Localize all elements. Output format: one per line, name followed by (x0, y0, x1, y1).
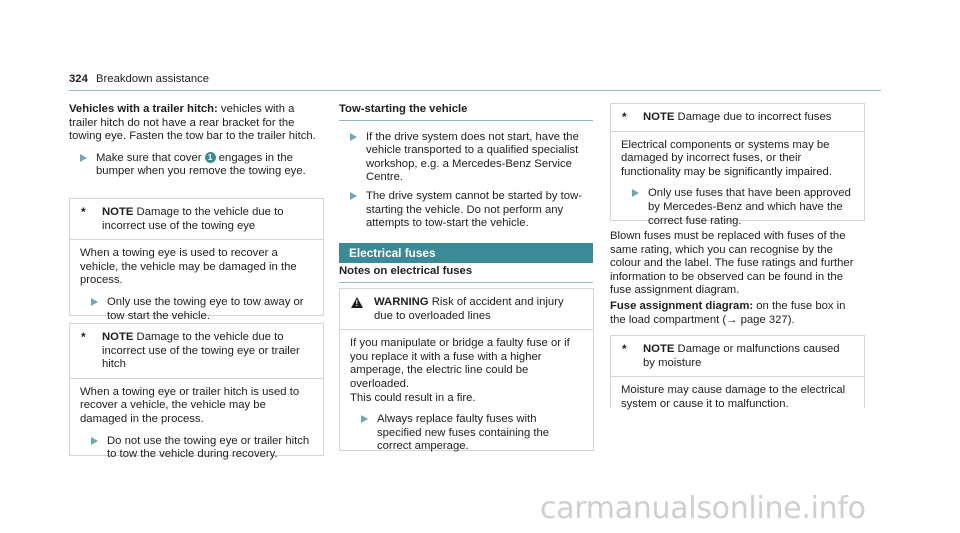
step-arrow-icon (350, 133, 357, 141)
note-box-trailer-hitch (69, 323, 324, 461)
note-label: NOTE (102, 331, 134, 343)
note-title: Damage to the vehicle due to incorrect use of the towing eye or trailer hitch (102, 331, 300, 371)
step-text-a: Make sure that cover (96, 151, 205, 164)
warning-body: If you manipulate or bridge a faulty fuse or if you replace it with a fuse with a higher amperage, the electric line could be overloaded. (350, 337, 570, 390)
note-body: Electrical components or systems may be damaged by incorrect fuses, or their functionality may be significantly impaired. (621, 138, 832, 178)
section-rule (339, 120, 593, 121)
note-marker-icon: * (81, 330, 86, 344)
section-rule (339, 282, 593, 283)
subsection-heading: Notes on electrical fuses (339, 265, 473, 277)
step-arrow-icon (91, 298, 98, 306)
subsection-notes-fuses (339, 265, 593, 283)
warning-body-2: This could result in a fire. (350, 391, 476, 404)
fuse-assignment-text: on the fuse box in the load compartment (→ page 327). (610, 299, 846, 326)
page-number: 324 (69, 73, 88, 85)
step-arrow-icon (91, 437, 98, 445)
warning-triangle-icon: ! (351, 297, 363, 308)
note-body: Moisture may cause damage to the electrical system or cause it to malfunction. (621, 384, 846, 410)
warning-box (339, 288, 594, 451)
fuse-assignment-label: Fuse assignment diagram: (610, 299, 754, 312)
note-marker-icon: * (81, 205, 86, 219)
step-arrow-icon (350, 192, 357, 200)
note-body: When a towing eye or trailer hitch is used to recover a vehicle, the vehicle may be damaged in the process. (80, 385, 300, 425)
note-box-moisture (610, 335, 865, 408)
column-3-text (610, 230, 864, 327)
note-box-incorrect-fuses (610, 103, 865, 227)
note-marker-icon: * (622, 110, 627, 124)
note-step-text: Only use the towing eye to tow away or tow start the vehicle. (107, 295, 304, 322)
step-tow-1 (339, 131, 593, 185)
step-arrow-icon (632, 189, 639, 197)
section-title: Breakdown assistance (96, 73, 210, 85)
step-text: The drive system cannot be started by tow-starting the vehicle. Do not perform any attempts to tow-start the vehicle. (366, 189, 582, 230)
note-marker-icon: * (622, 342, 627, 356)
header-rule (69, 90, 881, 91)
warning-label: WARNING (374, 296, 429, 308)
column-2 (339, 103, 593, 231)
note-step-text: Do not use the towing eye or trailer hitch to tow the vehicle during recovery. (107, 434, 310, 461)
note-header (611, 104, 864, 132)
note-step (80, 296, 313, 323)
step-arrow-icon (80, 154, 87, 162)
note-box-towing-eye (69, 198, 324, 322)
fuse-assignment-paragraph (610, 300, 864, 327)
step-text: If the drive system does not start, have the vehicle transported to a qualified specialist workshop, e.g. a Mercedes-Benz Service Centre. (366, 130, 579, 184)
column-1 (69, 103, 323, 179)
note-step-text: Only use fuses that have been approved by Mercedes-Benz and which have the correct fuse rating. (648, 187, 851, 227)
warning-step-text: Always replace faulty fuses with specified new fuses containing the correct amperage. (377, 413, 550, 453)
note-title: Damage to the vehicle due to incorrect use of the towing eye (102, 206, 284, 232)
note-label: NOTE (643, 343, 675, 355)
watermark-text: carmanualsonline.info (540, 491, 866, 526)
step-tow-2 (339, 190, 593, 231)
note-header (70, 199, 323, 240)
step-text-b: engages in the bumper when you remove the towing eye. (96, 151, 306, 178)
warning-header (340, 289, 593, 330)
trailer-hitch-intro (69, 103, 323, 144)
intro-label: Vehicles with a trailer hitch: (69, 103, 218, 115)
warning-step (350, 413, 583, 454)
note-step (621, 187, 854, 228)
note-title: Damage or malfunctions caused by moisture (643, 343, 840, 369)
note-body: When a towing eye is used to recover a vehicle, the vehicle may be damaged in the process. (80, 247, 297, 287)
note-title: Damage due to incorrect fuses (677, 111, 832, 123)
callout-1-icon: 1 (205, 152, 216, 163)
note-header (611, 336, 864, 377)
warning-title: Risk of accident and injury due to overloaded lines (374, 296, 564, 322)
step-cover (69, 152, 323, 179)
section-heading-tow-starting: Tow-starting the vehicle (339, 103, 468, 115)
note-label: NOTE (643, 111, 675, 123)
blown-fuses-paragraph: Blown fuses must be replaced with fuses of the same rating, which you can recognise by the colour and the label. The fuse ratings and further information to be observed can be found in the fuse assignment diagram. (610, 230, 854, 297)
band-electrical-fuses: Electrical fuses (339, 243, 593, 263)
page-header (69, 73, 769, 87)
step-arrow-icon (361, 415, 368, 423)
note-step (80, 435, 313, 462)
intro-text: vehicles with a trailer hitch do not have a rear bracket for the towing eye. Fasten the tow bar to the trailer hitch. (69, 103, 316, 143)
note-header (70, 324, 323, 379)
note-label: NOTE (102, 206, 134, 218)
